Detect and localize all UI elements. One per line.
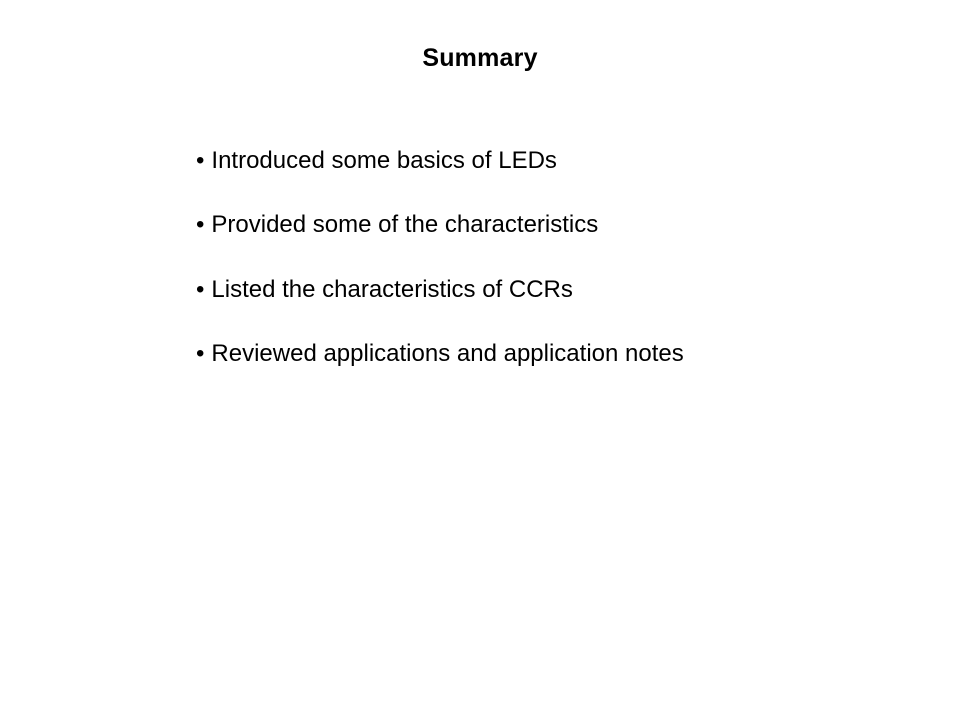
list-item <box>196 341 896 367</box>
page-title: Summary <box>422 44 538 72</box>
list-item-label: Reviewed applications and application notes <box>211 340 684 368</box>
list-item-label: Provided some of the characteristics <box>211 211 599 239</box>
bullet-point-icon: • <box>196 275 205 303</box>
bullet-point-icon: • <box>196 211 205 239</box>
bullet-list <box>196 148 896 368</box>
list-item-label: Introduced some basics of LEDs <box>211 147 557 174</box>
list-item <box>196 148 896 174</box>
list-item <box>196 212 896 238</box>
bullet-point-icon: • <box>196 340 205 368</box>
list-item <box>196 277 896 303</box>
list-item-label: Listed the characteristics of CCRs <box>211 275 573 303</box>
bullet-point-icon: • <box>196 147 205 174</box>
